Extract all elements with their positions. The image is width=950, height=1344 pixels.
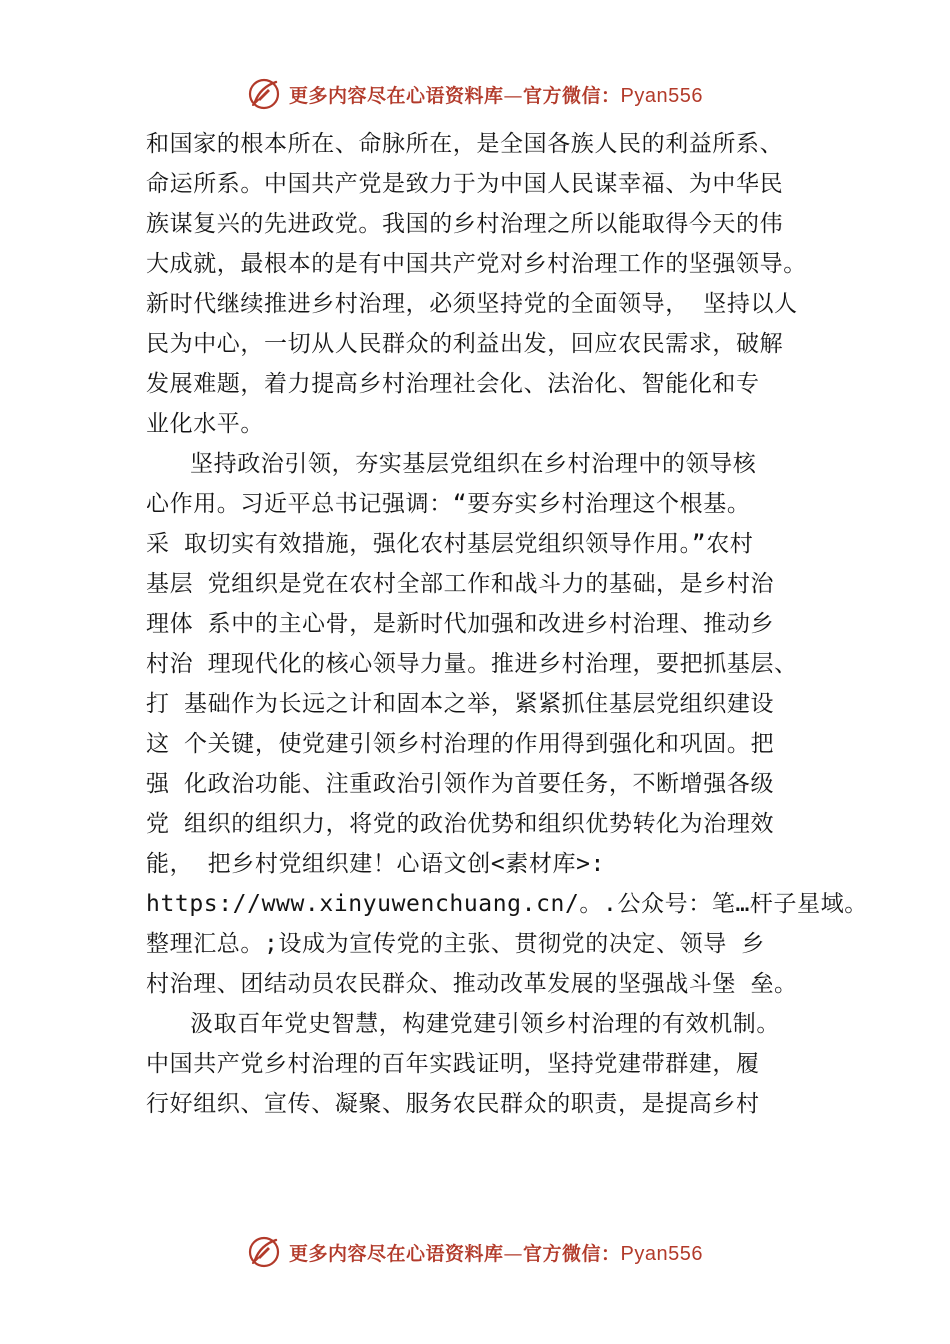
- text-line: 能， 把乡村党组织建！心语文创<素材库>:: [146, 851, 605, 877]
- text-line: 中国共产党乡村治理的百年实践证明，坚持党建带群建，履: [146, 1051, 760, 1077]
- header-banner-text: [289, 81, 703, 108]
- footer-banner: [0, 1232, 950, 1272]
- article-body: [146, 124, 868, 1124]
- text-line: 行好组织、宣传、凝聚、服务农民群众的职责，是提高乡村: [146, 1091, 760, 1117]
- text-line: 业化水平。: [146, 411, 264, 437]
- text-line: 这 个关键，使党建引领乡村治理的作用得到强化和巩固。把: [146, 731, 775, 757]
- paragraph-start-line: 汲取百年党史智慧，构建党建引领乡村治理的有效机制。: [190, 1011, 780, 1037]
- footer-banner-sep: —: [503, 1242, 524, 1265]
- footer-banner-wechat-id: Pyan556: [620, 1242, 703, 1265]
- text-line: 整理汇总。;设成为宣传党的主张、贯彻党的决定、领导 乡: [146, 931, 765, 957]
- text-line: 采 取切实有效措施，强化农村基层党组织领导作用。”农村: [146, 531, 754, 557]
- header-banner-sep: —: [503, 84, 524, 107]
- text-line: 发展难题，着力提高乡村治理社会化、法治化、智能化和专: [146, 371, 760, 397]
- text-line: 族谋复兴的先进政党。我国的乡村治理之所以能取得今天的伟: [146, 211, 784, 237]
- header-banner: [0, 74, 950, 114]
- text-line: 打 基础作为长远之计和固本之举，紧紧抓住基层党组织建设: [146, 691, 775, 717]
- text-line: 命运所系。中国共产党是致力于为中国人民谋幸福、为中华民: [146, 171, 784, 197]
- text-line: 和国家的根本所在、命脉所在，是全国各族人民的利益所系、: [146, 131, 784, 157]
- text-line: 理体 系中的主心骨，是新时代加强和改进乡村治理、推动乡: [146, 611, 775, 637]
- text-line: 民为中心，一切从人民群众的利益出发，回应农民需求，破解: [146, 331, 784, 357]
- text-line: 新时代继续推进乡村治理，必须坚持党的全面领导， 坚持以人: [146, 291, 798, 317]
- text-line: 大成就，最根本的是有中国共产党对乡村治理工作的坚强领导。: [146, 251, 807, 277]
- header-banner-wechat-id: Pyan556: [620, 84, 703, 107]
- text-line: 党 组织的组织力，将党的政治优势和组织优势转化为治理效: [146, 811, 775, 837]
- header-banner-main: 更多内容尽在心语资料库: [289, 84, 504, 107]
- text-line: 心作用。习近平总书记强调：“要夯实乡村治理这个根基。: [146, 491, 751, 517]
- footer-banner-wechat-label: 官方微信：: [523, 1242, 621, 1265]
- footer-banner-text: [289, 1239, 703, 1266]
- pen-logo-icon: [247, 77, 281, 111]
- text-line: 强 化政治功能、注重政治引领作为首要任务，不断增强各级: [146, 771, 775, 797]
- footer-banner-main: 更多内容尽在心语资料库: [289, 1242, 504, 1265]
- text-line: 基层 党组织是党在农村全部工作和战斗力的基础，是乡村治: [146, 571, 775, 597]
- paragraph-start-line: 坚持政治引领，夯实基层党组织在乡村治理中的领导核: [190, 451, 757, 477]
- text-line: 村治 理现代化的核心领导力量。推进乡村治理，要把抓基层、: [146, 651, 798, 677]
- header-banner-wechat-label: 官方微信：: [523, 84, 621, 107]
- pen-logo-icon: [247, 1235, 281, 1269]
- url-line: https://www.xinyuwenchuang.cn/。.公众号：笔…杆子星域。: [146, 891, 868, 917]
- text-line: 村治理、团结动员农民群众、推动改革发展的坚强战斗堡 垒。: [146, 971, 798, 997]
